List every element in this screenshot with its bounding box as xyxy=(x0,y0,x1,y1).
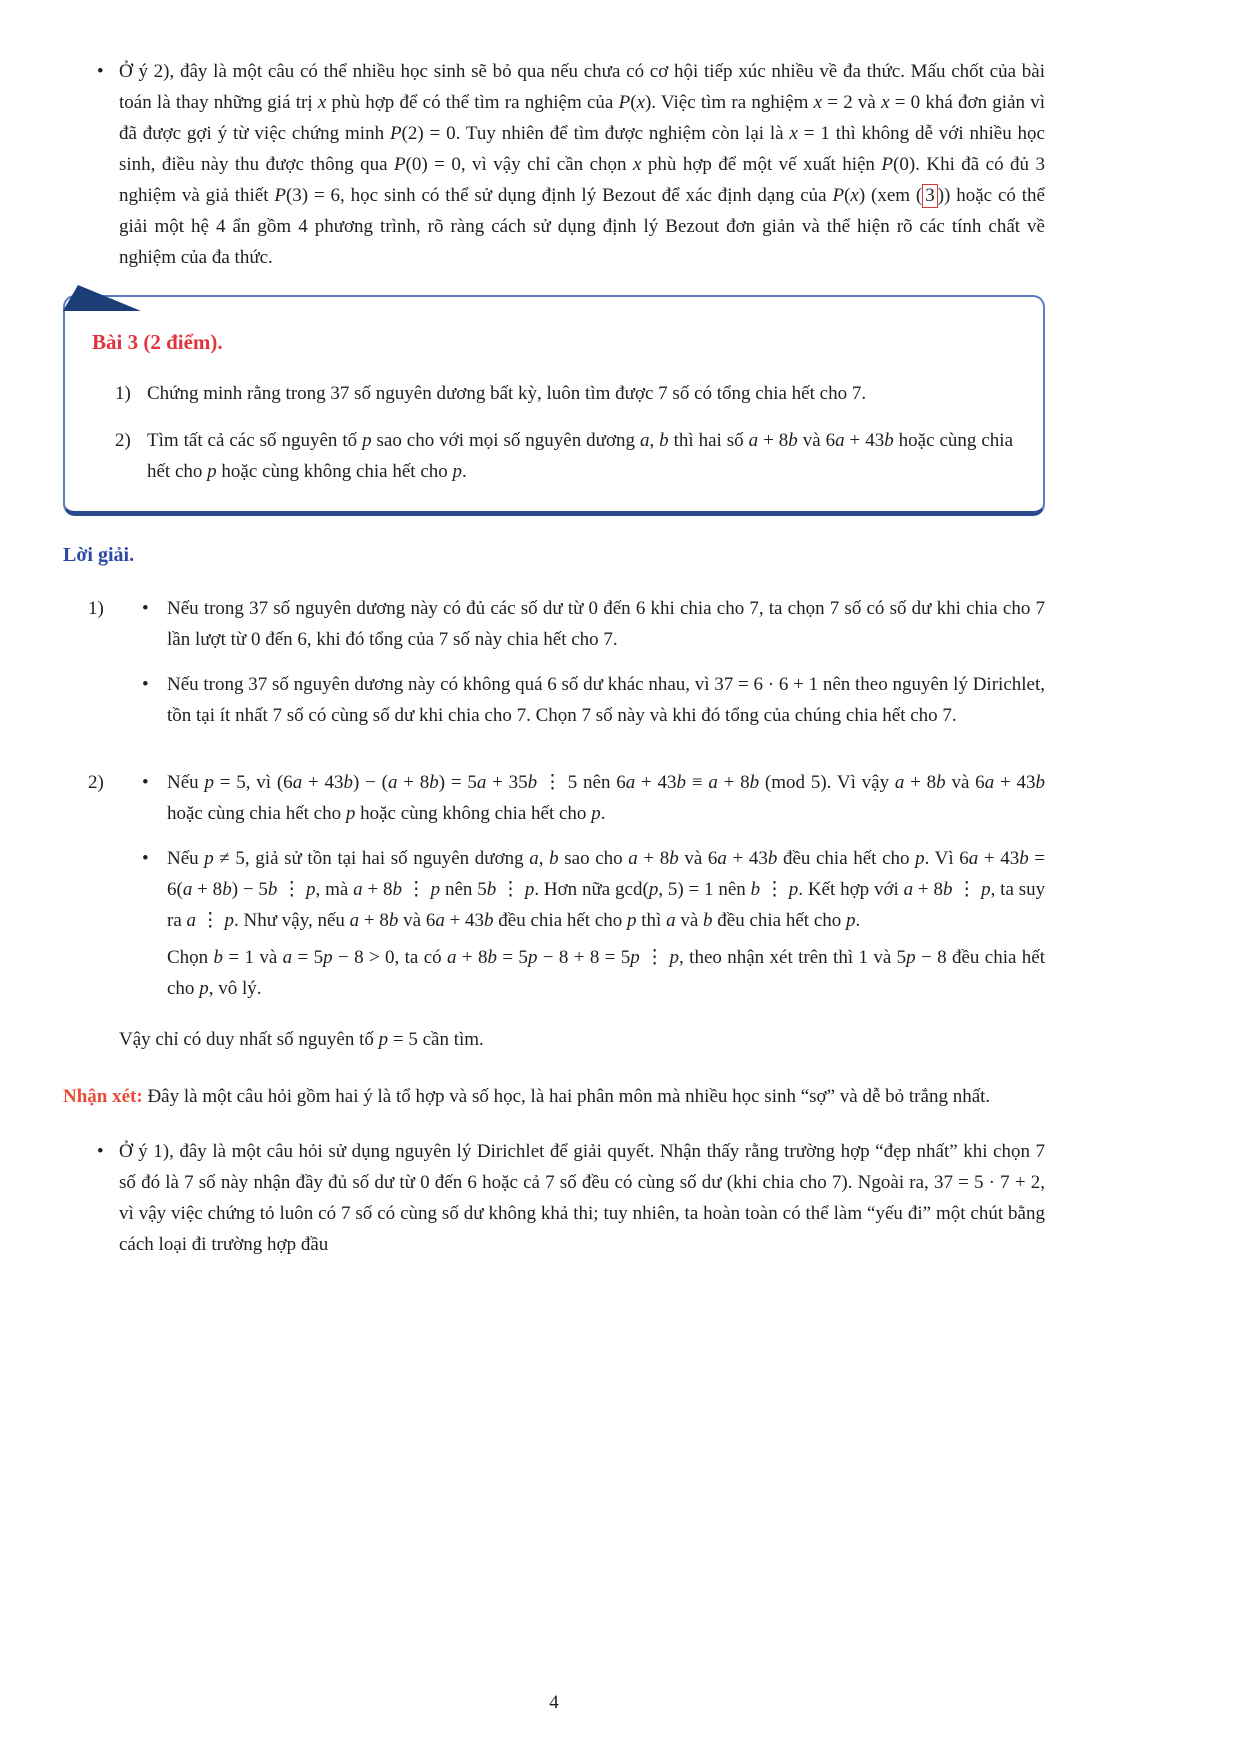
problem-item xyxy=(115,378,1013,409)
problem-box xyxy=(63,295,1045,516)
solution-bullet xyxy=(142,767,1045,829)
remark-bullet-item xyxy=(97,1136,1045,1260)
solution-bullet-text: Nếu p = 5, vì (6a + 43b) − (a + 8b) = 5a + 35b ⋮ 5 nên 6a + 43b ≡ a + 8b (mod 5). Vì vậy a + 8b và 6a + 43b hoặc cùng chia hết cho p hoặc cùng không chia hết cho p. xyxy=(167,772,1045,824)
bullet-icon: • xyxy=(142,674,149,695)
part-number: 2) xyxy=(88,772,104,793)
part-number: 1) xyxy=(88,598,104,619)
bullet-icon: • xyxy=(142,848,149,869)
remark-label: Nhận xét: xyxy=(63,1086,143,1107)
intro-bullet-item xyxy=(97,56,1045,273)
ref-link-3[interactable]: 3 xyxy=(922,184,938,208)
problem-item xyxy=(115,425,1013,487)
item-number: 1) xyxy=(115,383,131,404)
bullet-icon: • xyxy=(142,772,149,793)
solution-continuation: Chọn b = 1 và a = 5p − 8 > 0, ta có a + 8b = 5p − 8 + 8 = 5p ⋮ p, theo nhận xét trên thì 1 và 5p − 8 đều chia hết cho p, vô lý. xyxy=(167,947,1045,999)
item-text: Chứng minh rằng trong 37 số nguyên dương bất kỳ, luôn tìm được 7 số có tổng chia hết cho 7. xyxy=(147,383,867,404)
bullet-icon: • xyxy=(97,61,104,82)
page-number: 4 xyxy=(549,1692,559,1713)
bullet-icon: • xyxy=(142,598,149,619)
remark-paragraph xyxy=(63,1081,1045,1112)
intro-paragraph: Ở ý 2), đây là một câu có thể nhiều học sinh sẽ bỏ qua nếu chưa có cơ hội tiếp xúc nhiều về đa thức. Mấu chốt của bài toán là thay những giá trị x phù hợp để có thể tìm ra nghiệm của P(x). Việc tìm ra nghiệm x = 2 và x = 0 khá đơn giản vì đã được gợi ý từ việc chứng minh P(2) = 0. Tuy nhiên để tìm được nghiệm còn lại là x = 1 thì không dễ với nhiều học sinh, điều này thu được thông qua P(0) = 0, vì vậy chỉ cần chọn x phù hợp để một vế xuất hiện P(0). Khi đã có đủ 3 nghiệm và giả thiết P(3) = 6, học sinh có thể sử dụng định lý Bezout để xác định dạng của P(x) (xem ( 3 )) hoặc có thể giải một hệ 4 ẩn gồm 4 phương trình, rõ ràng cách sử dụng định lý Bezout đơn giản và thể hiện rõ các tính chất về nghiệm của đa thức. xyxy=(119,61,1046,268)
solution-bullet xyxy=(142,669,1045,731)
remark-text: Đây là một câu hỏi gồm hai ý là tổ hợp và số học, là hai phân môn mà nhiều học sinh “sợ” và dễ bỏ trắng nhất. xyxy=(142,1086,991,1107)
solution-bullet-text: Nếu trong 37 số nguyên dương này có không quá 6 số dư khác nhau, vì 37 = 6 · 6 + 1 nên theo nguyên lý Dirichlet, tồn tại ít nhất 7 số có cùng số dư khi chia cho 7. Chọn 7 số này và khi đó tổng của chúng chia hết cho 7. xyxy=(167,674,1045,726)
solution-heading: Lời giải. xyxy=(63,544,135,566)
problem-title: Bài 3 (2 điểm). xyxy=(92,330,223,354)
fold-ribbon-icon xyxy=(63,285,141,311)
bullet-icon: • xyxy=(97,1141,104,1162)
solution-bullet xyxy=(142,593,1045,655)
solution-part-2 xyxy=(63,767,1045,940)
content-column xyxy=(63,56,1045,1260)
solution-part-1 xyxy=(63,593,1045,745)
solution-conclusion: Vậy chỉ có duy nhất số nguyên tố p = 5 cần tìm. xyxy=(119,1029,484,1050)
item-text: Tìm tất cả các số nguyên tố p sao cho với mọi số nguyên dương a, b thì hai số a + 8b và 6a + 43b hoặc cùng chia hết cho p hoặc cùng không chia hết cho p. xyxy=(147,430,1014,482)
solution-bullet-text: Nếu trong 37 số nguyên dương này có đủ các số dư từ 0 đến 6 khi chia cho 7, ta chọn 7 số có số dư khi chia cho 7 lần lượt từ 0 đến 6, khi đó tổng của 7 số này chia hết cho 7. xyxy=(167,598,1045,650)
solution-bullet xyxy=(142,843,1045,936)
remark-bullet-text: Ở ý 1), đây là một câu hỏi sử dụng nguyên lý Dirichlet để giải quyết. Nhận thấy rằng trường hợp “đẹp nhất” khi chọn 7 số đó là 7 số này nhận đầy đủ số dư từ 0 đến 6 hoặc cả 7 số đều có cùng số dư (khi chia cho 7). Ngoài ra, 37 = 5 · 7 + 2, vì vậy việc chứng tỏ luôn có 7 số có cùng số dư không khả thi; tuy nhiên, ta hoàn toàn có thể làm “yếu đi” một chút bằng cách loại đi trường hợp đầu xyxy=(119,1141,1045,1255)
solution-bullet-text: Nếu p ≠ 5, giả sử tồn tại hai số nguyên dương a, b sao cho a + 8b và 6a + 43b đều chia hết cho p. Vì 6a + 43b = 6(a + 8b) − 5b ⋮ p, mà a + 8b ⋮ p nên 5b ⋮ p. Hơn nữa gcd(p, 5) = 1 nên b ⋮ p. Kết hợp với a + 8b ⋮ p, ta suy ra a ⋮ p. Như vậy, nếu a + 8b và 6a + 43b đều chia hết cho p thì a và b đều chia hết cho p. xyxy=(167,848,1046,931)
item-number: 2) xyxy=(115,430,131,451)
